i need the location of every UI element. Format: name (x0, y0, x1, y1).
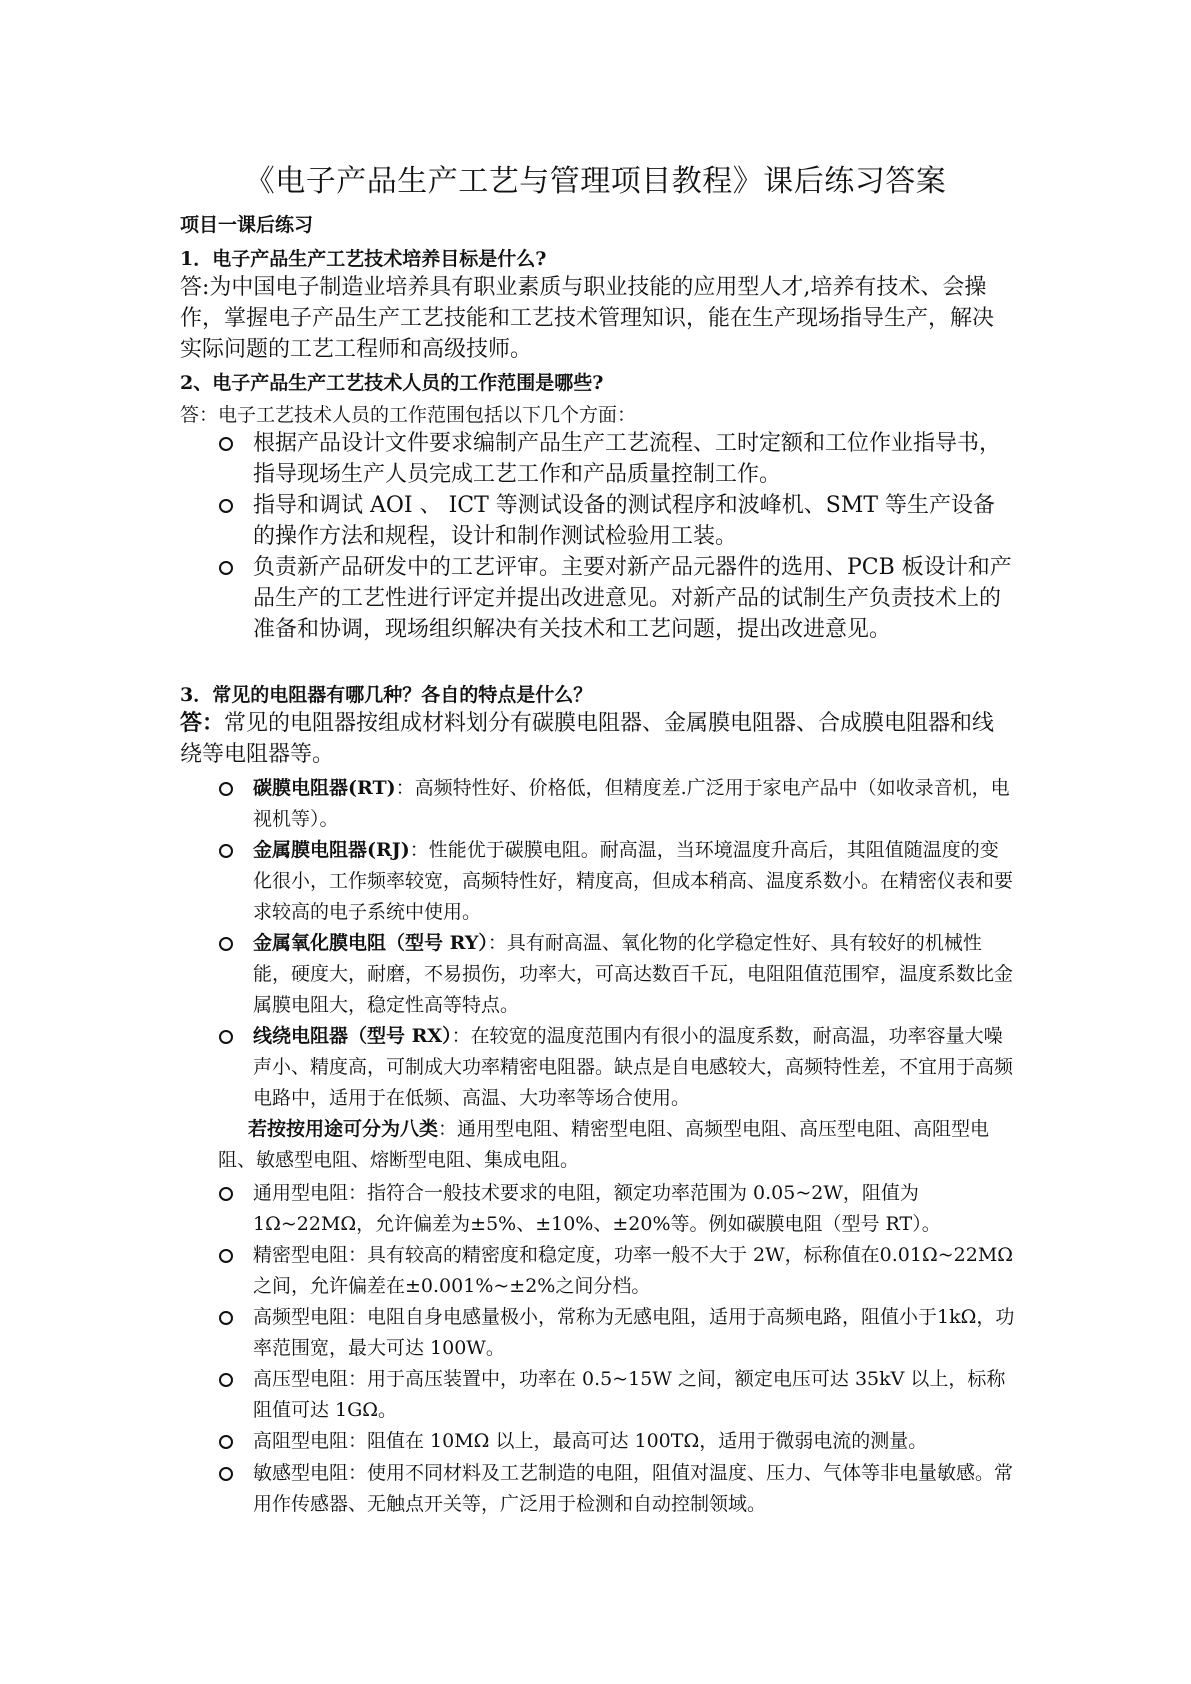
resistor-type-desc: ：高频特性好、价格低，但精度差.广泛用于家电产品中（如收录音机，电视机等）。 (253, 777, 1010, 830)
list-item-text (253, 928, 1015, 1021)
answer-3 (180, 708, 1015, 770)
circle-bullet-icon (219, 1030, 233, 1044)
list-item-text (253, 835, 1015, 928)
circle-bullet-icon (219, 1187, 233, 1201)
circle-bullet-icon (219, 1373, 233, 1387)
list-item-text (253, 1021, 1015, 1114)
answer-1: 答:为中国电子制造业培养具有职业素质与职业技能的应用型人才,培养有技术、会操作，掌握电子产品生产工艺技能和工艺技术管理知识，能在生产现场指导生产，解决实际问题的工艺工程师和高级技师。 (180, 275, 995, 362)
circle-bullet-icon (219, 844, 233, 858)
answer-2-intro: 答：电子工艺技术人员的工作范围包括以下几个方面： (180, 404, 637, 426)
circle-bullet-icon (219, 1249, 233, 1263)
circle-bullet-icon (219, 1311, 233, 1325)
usage-label: 若按按用途可分为八类 (248, 1118, 439, 1140)
resistor-type-desc: ：具有耐高温、氧化物的化学稳定性好、具有较好的机械性能，硬度大，耐磨，不易损伤，功率大，可高达数百千瓦，电阻阻值范围窄，温度系数比金属膜电阻大，稳定性高等特点。 (253, 932, 1014, 1016)
resistor-type-desc: ：在较宽的温度范围内有很小的温度系数，耐高温，功率容量大噪声小、精度高，可制成大功率精密电阻器。缺点是自电感较大，高频特性差，不宜用于高频电路中，适用于在低频、高温、大功率等场合使用。 (253, 1025, 1014, 1109)
list-item-text (253, 773, 1015, 835)
circle-bullet-icon (219, 937, 233, 951)
list-item-text: 通用型电阻：指符合一般技术要求的电阻，额定功率范围为 0.05~2W，阻值为1Ω~22MΩ，允许偏差为±5%、±10%、±20%等。例如碳膜电阻（型号 RT）。 (253, 1182, 941, 1235)
list-item-text: 指导和调试 AOI 、 ICT 等测试设备的测试程序和波峰机、SMT 等生产设备的操作方法和规程，设计和制作测试检验用工装。 (253, 493, 996, 549)
list-item-text: 高阻型电阻：阻值在 10MΩ 以上，最高可达 100TΩ，适用于微弱电流的测量。 (253, 1430, 928, 1452)
resistor-type-label: 碳膜电阻器(RT) (253, 777, 396, 799)
list-item-text: 根据产品设计文件要求编制产品生产工艺流程、工时定额和工位作业指导书，指导现场生产人员完成工艺工作和产品质量控制工作。 (253, 431, 1002, 487)
list-item-text: 精密型电阻：具有较高的精密度和稳定度，功率一般不大于 2W，标称值在0.01Ω~22MΩ之间，允许偏差在±0.001%~±2%之间分档。 (253, 1244, 1014, 1297)
section-heading: 项目一课后练习 (180, 214, 314, 236)
document-title: 《电子产品生产工艺与管理项目教程》课后练习答案 (244, 164, 947, 199)
usage-classification-paragraph (218, 1114, 1015, 1176)
list-item-text: 高频型电阻：电阻自身电感量极小，常称为无感电阻，适用于高频电路，阻值小于1kΩ，功率范围宽，最大可达 100W。 (253, 1306, 1015, 1359)
list-item-text: 敏感型电阻：使用不同材料及工艺制造的电阻，阻值对温度、压力、气体等非电量敏感。常用作传感器、无触点开关等，广泛用于检测和自动控制领域。 (253, 1462, 1014, 1515)
circle-bullet-icon (219, 1467, 233, 1481)
question-1: 1．电子产品生产工艺技术培养目标是什么? (180, 248, 547, 270)
resistor-type-label: 金属膜电阻器(RJ) (253, 839, 410, 861)
usage-text: ：通用型电阻、精密型电阻、高频型电阻、高压型电阻、高阻型电阻、敏感型电阻、熔断型电阻、集成电阻。 (218, 1118, 990, 1171)
circle-bullet-icon (219, 561, 233, 575)
list-item-text: 负责新产品研发中的工艺评审。主要对新产品元器件的选用、PCB 板设计和产品生产的工艺性进行评定并提出改进意见。对新产品的试制生产负责技术上的准备和协调，现场组织解决有关技术和工艺问题，提出改进意见。 (253, 555, 1012, 642)
answer-label: 答： (180, 710, 225, 736)
resistor-type-desc: ：性能优于碳膜电阻。耐高温，当环境温度升高后，其阻值随温度的变化很小，工作频率较宽，高频特性好，精度高，但成本稍高、温度系数小。在精密仪表和要求较高的电子系统中使用。 (253, 839, 1014, 923)
resistor-type-label: 金属氧化膜电阻（型号 RY） (253, 932, 488, 954)
circle-bullet-icon (219, 499, 233, 513)
resistor-type-label: 线绕电阻器（型号 RX） (253, 1025, 452, 1047)
question-2: 2、电子产品生产工艺技术人员的工作范围是哪些? (180, 372, 604, 394)
question-3: 3．常见的电阻器有哪几种？各自的特点是什么？ (180, 684, 593, 706)
list-item-text: 高压型电阻：用于高压装置中，功率在 0.5~15W 之间，额定电压可达 35kV 以上，标称阻值可达 1GΩ。 (253, 1368, 1006, 1421)
circle-bullet-icon (219, 437, 233, 451)
answer-3-text: 常见的电阻器按组成材料划分有碳膜电阻器、金属膜电阻器、合成膜电阻器和线绕等电阻器等。 (180, 711, 995, 767)
circle-bullet-icon (219, 782, 233, 796)
circle-bullet-icon (219, 1435, 233, 1449)
